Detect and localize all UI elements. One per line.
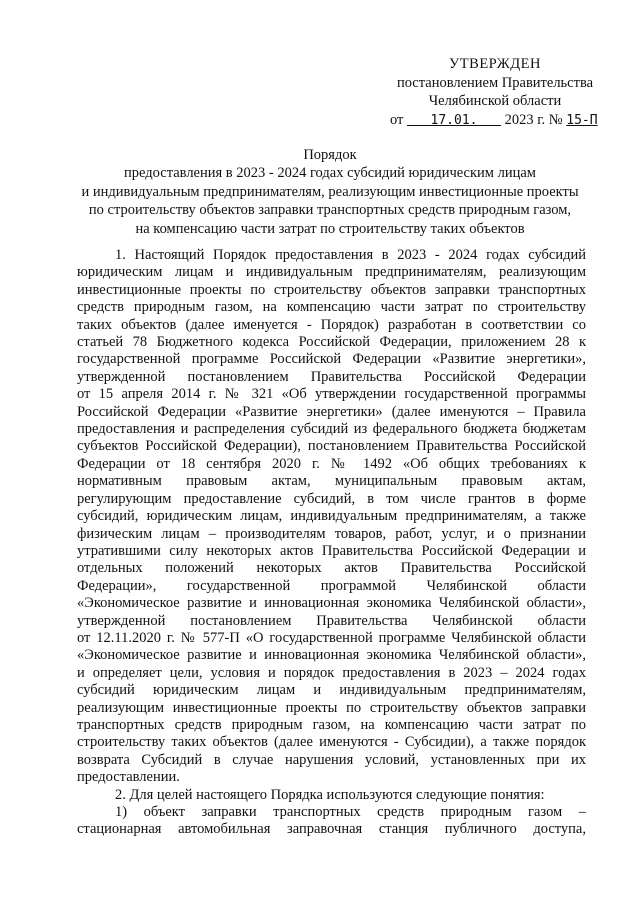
body-line: «Экономическое развитие и инновационная экономика Челябинской области», — [77, 595, 586, 612]
body-line: реализующим инвестиционные проекты по строительству объектов заправки — [77, 699, 586, 716]
body-line: и определяет цели, условия и порядок предоставления в 2023 – 2024 годах — [77, 664, 586, 681]
approval-line-1: постановлением Правительства — [396, 74, 594, 91]
body-line: юридическим лицам и индивидуальным предпринимателям, реализующим — [77, 264, 586, 281]
body-line: Федерации от 18 сентября 2020 г. № 1492 «Об общих требованиях к — [77, 455, 586, 472]
number-value: 15-П — [566, 112, 598, 128]
body-line: «Экономическое развитие и инновационная экономика Челябинской области», — [77, 647, 586, 664]
date-year: 2023 г. № — [504, 111, 563, 128]
body-line: возврата Субсидий в случае нарушения условий, установленных при их — [77, 751, 586, 768]
body-line: средств природным газом, на компенсацию части затрат по строительству — [77, 299, 586, 316]
body-line: стационарная автомобильная заправочная станция публичного доступа, — [77, 821, 586, 838]
body-line: таких объектов (далее именуется - Порядок) разработан в соответствии со — [77, 316, 586, 333]
body-line: утвержденной постановлением Правительства Российской Федерации — [77, 368, 586, 385]
approval-stamp — [380, 55, 610, 130]
body-line: субсидий юридическим лицам и индивидуальным предпринимателям, — [77, 682, 586, 699]
body-line: от 12.11.2020 г. № 577-П «О государственной программе Челябинской области — [77, 629, 586, 646]
body-line: физическим лицам – производителям товаров, работ, услуг, и о признании — [77, 525, 586, 542]
title-line-4: по строительству объектов заправки транспортных средств природным газом, — [88, 202, 572, 219]
body-line: Федерации», государственной программой Челябинской области — [77, 577, 586, 594]
body-line: регулирующим предоставление субсидий, в том числе грантов в форме — [77, 490, 586, 507]
body-line: утратившими силу некоторых актов Правительства Российской Федерации и — [77, 542, 586, 559]
approval-title: УТВЕРЖДЕН — [449, 56, 541, 72]
document-body — [77, 247, 586, 839]
body-line: инвестиционные проекты по строительству объектов заправки транспортных — [77, 281, 586, 298]
body-line: государственной программе Российской Федерации «Развитие энергетики», — [77, 351, 586, 368]
body-line: Российской Федерации «Развитие энергетики» (далее именуются – Правила — [77, 403, 586, 420]
body-line: 1. Настоящий Порядок предоставления в 2023 - 2024 годах субсидий — [115, 247, 586, 263]
body-line: от 15 апреля 2014 г. № 321 «Об утверждении государственной программы — [77, 386, 586, 403]
date-prefix: от — [390, 111, 404, 128]
body-line: 1) объект заправки транспортных средств природным газом – — [115, 804, 586, 820]
body-line: строительству таких объектов (далее именуются - Субсидии), а также порядок — [77, 734, 586, 751]
title-line-3: и индивидуальным предпринимателям, реализующим инвестиционные проекты — [81, 183, 579, 200]
body-line: предоставления и распределения субсидий из федерального бюджета бюджетам — [77, 421, 586, 438]
body-line: 2. Для целей настоящего Порядка используются следующие понятия: — [115, 786, 545, 803]
title-line-2: предоставления в 2023 - 2024 годах субсидий юридическим лицам — [124, 165, 536, 182]
title-line-1: Порядок — [303, 147, 357, 163]
approval-date-line — [380, 111, 610, 131]
body-line: утвержденной постановлением Правительства Челябинской области — [77, 612, 586, 629]
body-line: транспортных средств природным газом, на компенсацию части затрат по — [77, 716, 586, 733]
body-line: нормативным правовым актам, муниципальным правовым актам, — [77, 473, 586, 490]
document-title — [70, 146, 590, 238]
body-line: отдельных положений некоторых актов Правительства Российской — [77, 560, 586, 577]
body-line: субсидий, юридическим лицам, индивидуальным предпринимателям, а также — [77, 508, 586, 525]
body-line: предоставлении. — [77, 769, 180, 786]
approval-line-2: Челябинской области — [428, 93, 562, 109]
date-value: 17.01. — [430, 112, 478, 128]
body-line: статьей 78 Бюджетного кодекса Российской Федерации, приложением 28 к — [77, 334, 586, 351]
title-line-5: на компенсацию части затрат по строительству таких объектов — [135, 220, 525, 237]
body-line: субъектов Российской Федерации), постановлением Правительства Российской — [77, 438, 586, 455]
